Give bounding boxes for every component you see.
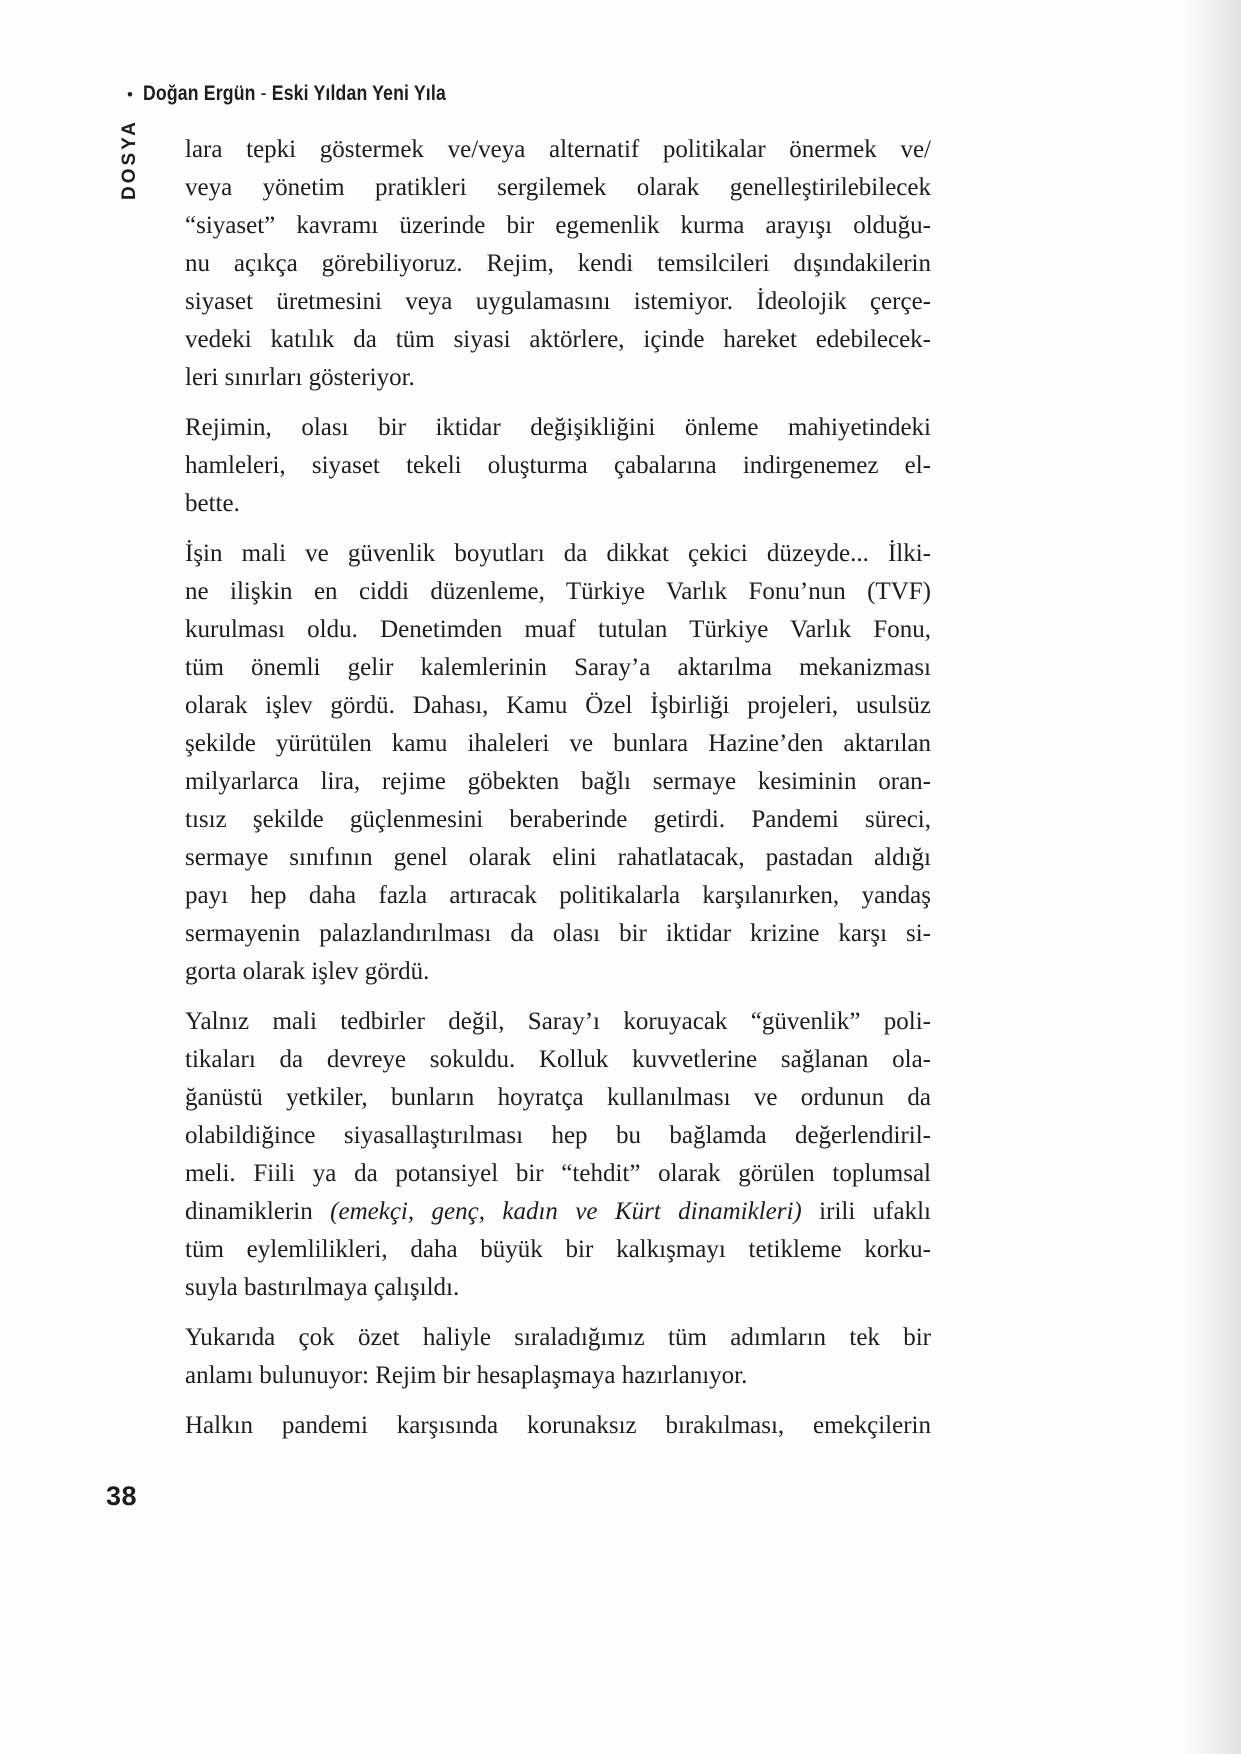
text-line: veya yönetim pratikleri sergilemek olarak genelleştirilebilecek	[185, 174, 931, 201]
text-line: tikaları da devreye sokuldu. Kolluk kuvvetlerine sağlanan ola-	[185, 1046, 931, 1073]
paragraph	[185, 1003, 931, 1307]
text-line: bette.	[185, 490, 240, 517]
header-text	[143, 82, 446, 106]
text-line: “siyaset” kavramı üzerinde bir egemenlik kurma arayışı olduğu-	[185, 212, 931, 239]
text-segment: irili ufaklı	[801, 1198, 931, 1225]
text-line: ğanüstü yetkiler, bunların hoyratça kullanılması ve ordunun da	[185, 1084, 931, 1111]
paragraph	[185, 535, 931, 991]
page-number: 38	[106, 1481, 138, 1511]
text-line: Yukarıda çok özet haliyle sıraladığımız tüm adımların tek bir	[185, 1324, 931, 1351]
text-line: olarak işlev gördü. Dahası, Kamu Özel İşbirliği projeleri, usulsüz	[185, 692, 931, 719]
text-line: tüm eylemlilikleri, daha büyük bir kalkışmayı tetikleme korku-	[185, 1236, 931, 1263]
text-line: anlamı bulunuyor: Rejim bir hesaplaşmaya hazırlanıyor.	[185, 1362, 748, 1389]
text-line: kurulması oldu. Denetimden muaf tutulan Türkiye Varlık Fonu,	[185, 616, 931, 643]
header-separator: -	[255, 82, 272, 105]
text-line	[185, 1193, 931, 1231]
sidebar-section-label: DOSYA	[119, 119, 140, 200]
paragraph	[185, 131, 931, 397]
page-edge-shadow	[1183, 0, 1241, 1754]
text-segment: dinamiklerin	[185, 1198, 331, 1225]
text-line: milyarlarca lira, rejime göbekten bağlı sermaye kesiminin oran-	[185, 768, 931, 795]
text-line: leri sınırları gösteriyor.	[185, 364, 415, 391]
paragraph	[185, 409, 931, 523]
body-text	[185, 131, 931, 1457]
text-line: suyla bastırılmaya çalışıldı.	[185, 1274, 460, 1301]
text-line: tüm önemli gelir kalemlerinin Saray’a aktarılma mekanizması	[185, 654, 931, 681]
text-line: Yalnız mali tedbirler değil, Saray’ı koruyacak “güvenlik” poli-	[185, 1008, 931, 1035]
text-line: lara tepki göstermek ve/veya alternatif politikalar önermek ve/	[185, 136, 931, 163]
bullet-icon: •	[127, 84, 133, 104]
text-line: meli. Fiili ya da potansiyel bir “tehdit” olarak görülen toplumsal	[185, 1160, 931, 1187]
text-line: payı hep daha fazla artıracak politikalarla karşılanırken, yandaş	[185, 882, 931, 909]
text-line: Halkın pandemi karşısında korunaksız bırakılması, emekçilerin	[185, 1412, 931, 1439]
text-line: sermayenin palazlandırılması da olası bir iktidar krizine karşı si-	[185, 920, 931, 947]
text-line: vedeki katılık da tüm siyasi aktörlere, içinde hareket edebilecek-	[185, 326, 931, 353]
header-author: Doğan Ergün	[142, 82, 256, 105]
text-line: olabildiğince siyasallaştırılması hep bu bağlamda değerlendiril-	[185, 1122, 931, 1149]
header-title: Eski Yıldan Yeni Yıla	[271, 82, 446, 105]
page-header	[127, 82, 504, 106]
text-line: siyaset üretmesini veya uygulamasını istemiyor. İdeolojik çerçe-	[185, 288, 931, 315]
text-line: nu açıkça görebiliyoruz. Rejim, kendi temsilcileri dışındakilerin	[185, 250, 931, 277]
text-line: hamleleri, siyaset tekeli oluşturma çabalarına indirgenemez el-	[185, 452, 931, 479]
text-line: şekilde yürütülen kamu ihaleleri ve bunlara Hazine’den aktarılan	[185, 730, 931, 757]
text-line: sermaye sınıfının genel olarak elini rahatlatacak, pastadan aldığı	[185, 844, 931, 871]
paragraph	[185, 1319, 931, 1395]
text-line: ne ilişkin en ciddi düzenleme, Türkiye Varlık Fonu’nun (TVF)	[185, 578, 931, 605]
paragraph	[185, 1407, 931, 1445]
text-line: tısız şekilde güçlenmesini beraberinde getirdi. Pandemi süreci,	[185, 806, 931, 833]
text-line: gorta olarak işlev gördü.	[185, 958, 430, 985]
text-line: Rejimin, olası bir iktidar değişikliğini önleme mahiyetindeki	[185, 414, 931, 441]
text-line: İşin mali ve güvenlik boyutları da dikkat çekici düzeyde... İlki-	[185, 540, 931, 567]
italic-text: (emekçi, genç, kadın ve Kürt dinamikleri)	[330, 1198, 802, 1225]
